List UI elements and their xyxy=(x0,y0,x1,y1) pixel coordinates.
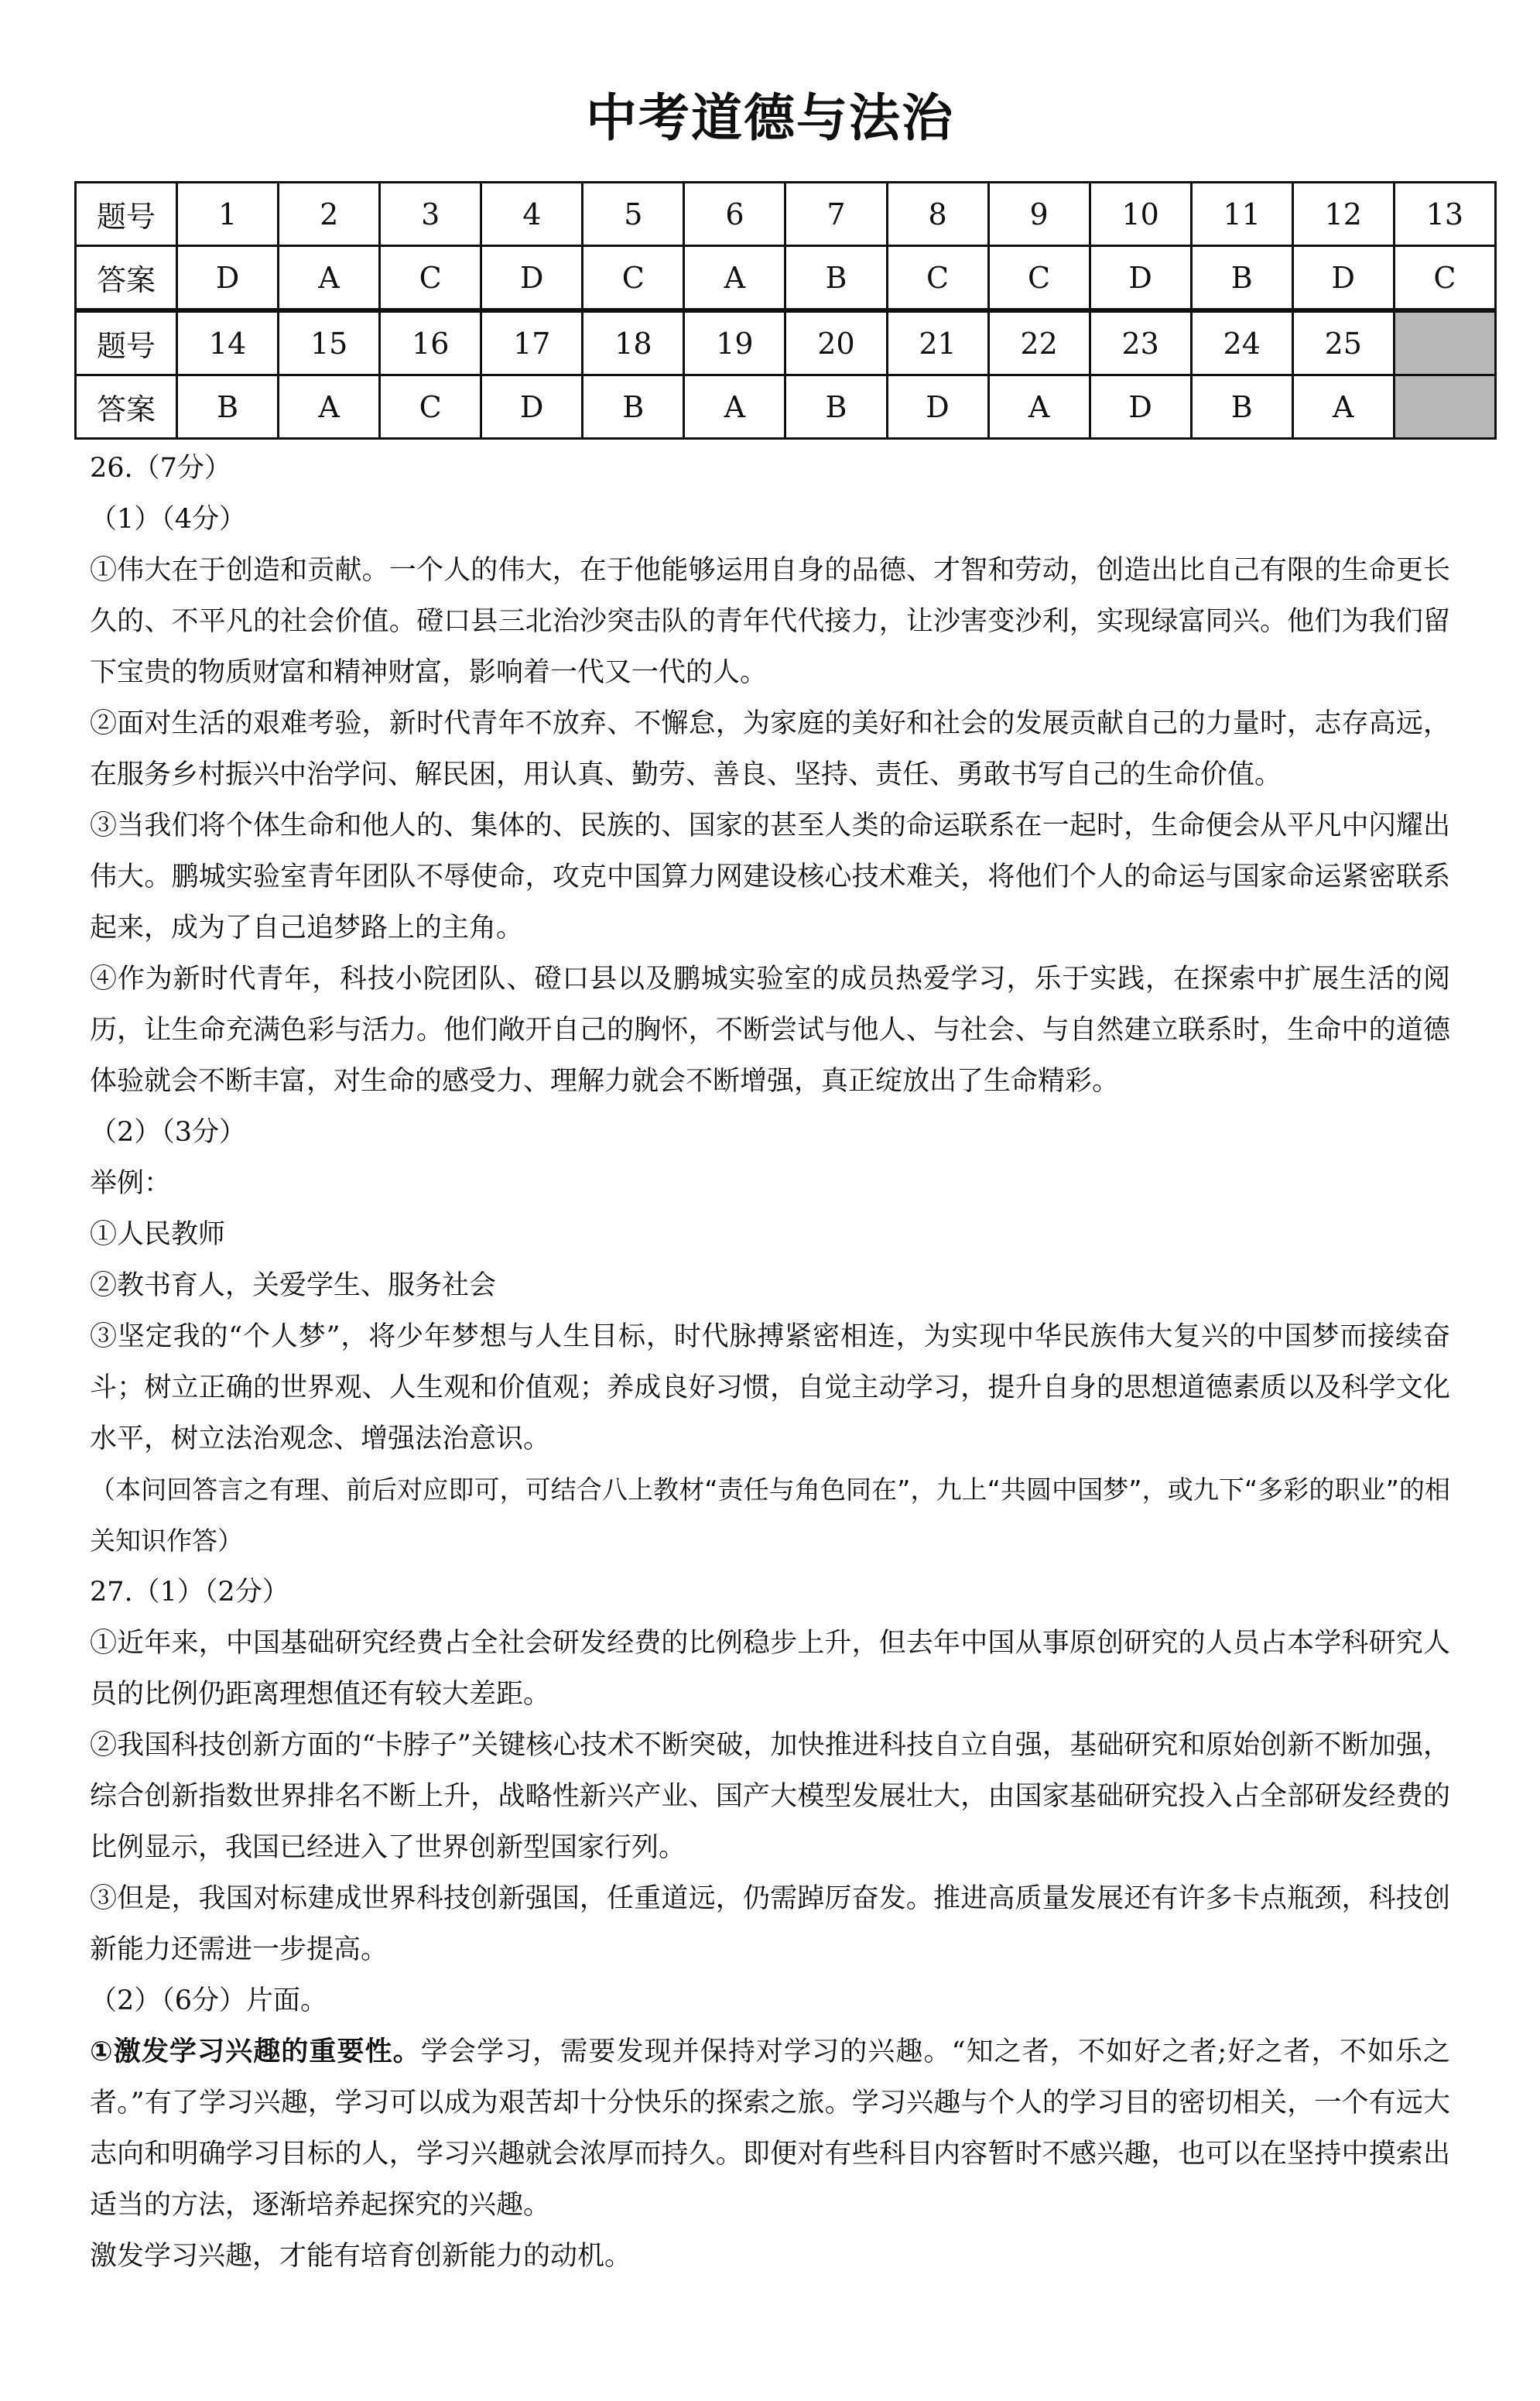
answer-cell: C xyxy=(988,246,1090,310)
answer-cell: D xyxy=(1292,246,1394,310)
answer-cell: A xyxy=(988,375,1090,439)
answer-cell: D xyxy=(1090,375,1191,439)
paragraph xyxy=(90,494,1450,545)
question-number-cell: 24 xyxy=(1191,312,1292,375)
question-number-cell: 5 xyxy=(583,183,684,246)
answer-cell: D xyxy=(177,246,279,310)
paragraph-text: ④作为新时代青年，科技小院团队、磴口县以及鹏城实验室的成员热爱学习，乐于实践，在探索中扩展生活的阅历，让生命充满色彩与活力。他们敞开自己的胸怀，不断尝试与他人、与社会、与自然建立联系时，生命中的道德体验就会不断丰富，对生命的感受力、理解力就会不断增强，真正绽放出了生命精彩。 xyxy=(90,964,1450,1097)
paragraph xyxy=(90,1209,1450,1260)
question-number-cell: 20 xyxy=(785,312,887,375)
paragraph xyxy=(90,1567,1450,1618)
paragraph xyxy=(90,1311,1450,1464)
paragraph xyxy=(90,1158,1450,1209)
question-number-cell: 8 xyxy=(887,183,988,246)
paragraph xyxy=(90,954,1450,1107)
answer-cell: D xyxy=(481,375,583,439)
answer-row xyxy=(76,375,1496,439)
paragraph-text: 举例： xyxy=(90,1168,172,1199)
paragraph xyxy=(90,800,1450,954)
question-number-cell: 3 xyxy=(380,183,481,246)
paragraph-text: 激发学习兴趣，才能有培育创新能力的动机。 xyxy=(90,2241,632,2272)
answer-cell: A xyxy=(684,246,785,310)
answer-cell: B xyxy=(583,375,684,439)
paragraph-text: 27.（1）（2分） xyxy=(90,1577,289,1608)
paragraph-text: ②教书育人，关爱学生、服务社会 xyxy=(90,1270,497,1301)
row-label: 答案 xyxy=(76,375,177,439)
question-number-cell: 14 xyxy=(177,312,279,375)
page-title: 中考道德与法治 xyxy=(586,88,954,148)
question-number-cell: 10 xyxy=(1090,183,1191,246)
answer-cell: C xyxy=(380,246,481,310)
answer-table-part-2 xyxy=(74,310,1497,440)
paragraph-text: ①伟大在于创造和贡献。一个人的伟大，在于他能够运用自身的品德、才智和劳动，创造出比自己有限的生命更长久的、不平凡的社会价值。磴口县三北治沙突击队的青年代代接力，让沙害变沙利，实现绿富同兴。他们为我们留下宝贵的物质财富和精神财富，影响着一代又一代的人。 xyxy=(90,555,1450,688)
question-number-cell: 15 xyxy=(279,312,380,375)
question-number-cell: 11 xyxy=(1191,183,1292,246)
answer-table-part-1 xyxy=(74,181,1497,310)
answer-cell: D xyxy=(481,246,583,310)
answer-cell: A xyxy=(1292,375,1394,439)
answer-row xyxy=(76,246,1496,310)
question-number-cell: 1 xyxy=(177,183,279,246)
paragraph-text: ③坚定我的“个人梦”，将少年梦想与人生目标，时代脉搏紧密相连，为实现中华民族伟大复兴的中国梦而接续奋斗；树立正确的世界观、人生观和价值观；养成良好习惯，自觉主动学习，提升自身的思想道德素质以及科学文化水平，树立法治观念、增强法治意识。 xyxy=(90,1321,1450,1454)
question-number-cell: 4 xyxy=(481,183,583,246)
answer-cell: B xyxy=(785,375,887,439)
paragraph xyxy=(90,545,1450,698)
paragraph xyxy=(90,1618,1450,1720)
question-number-cell: 12 xyxy=(1292,183,1394,246)
question-number-cell: 13 xyxy=(1394,183,1495,246)
paragraph xyxy=(90,1873,1450,1975)
answer-cell: C xyxy=(583,246,684,310)
answer-cell: D xyxy=(1090,246,1191,310)
answer-cell: A xyxy=(279,375,380,439)
paragraph xyxy=(90,698,1450,800)
paragraph-text: ①近年来，中国基础研究经费占全社会研发经费的比例稳步上升，但去年中国从事原创研究的人员占本学科研究人员的比例仍距离理想值还有较大差距。 xyxy=(90,1628,1450,1710)
paragraph-text: ①人民教师 xyxy=(90,1219,226,1250)
question-number-cell: 22 xyxy=(988,312,1090,375)
question-number-cell: 2 xyxy=(279,183,380,246)
answer-cell: D xyxy=(887,375,988,439)
paragraph-text: ②面对生活的艰难考验，新时代青年不放弃、不懈怠，为家庭的美好和社会的发展贡献自己的力量时，志存高远，在服务乡村振兴中治学问、解民困，用认真、勤劳、善良、坚持、责任、勇敢书写自己的生命价值。 xyxy=(90,708,1450,790)
paragraph-text: （2）（3分） xyxy=(90,1117,247,1148)
answer-explanations xyxy=(90,443,1450,2282)
paragraph xyxy=(90,1975,1450,2026)
paragraph xyxy=(90,443,1450,494)
question-number-row xyxy=(76,312,1496,375)
answer-cell: A xyxy=(684,375,785,439)
paragraph-text: （2）（6分）片面。 xyxy=(90,1985,328,2016)
paragraph-text: （本问回答言之有理、前后对应即可，可结合八上教材“责任与角色同在”，九上“共圆中国梦”，或九下“多彩的职业”的相关知识作答） xyxy=(90,1475,1450,1556)
question-number-cell: 18 xyxy=(583,312,684,375)
question-number-cell: 16 xyxy=(380,312,481,375)
paragraph xyxy=(90,1260,1450,1311)
row-label: 题号 xyxy=(76,183,177,246)
paragraph-text: 学会学习，需要发现并保持对学习的兴趣。“知之者，不如好之者;好之者，不如乐之者。”有了学习兴趣，学习可以成为艰苦却十分快乐的探索之旅。学习兴趣与个人的学习目的密切相关，一个有远大志向和明确学习目标的人，学习兴趣就会浓厚而持久。即便对有些科目内容暂时不感兴趣，也可以在坚持中摸索出适当的方法，逐渐培养起探究的兴趣。 xyxy=(90,2036,1450,2221)
question-number-cell: 6 xyxy=(684,183,785,246)
question-number-row xyxy=(76,183,1496,246)
answer-cell: C xyxy=(1394,246,1495,310)
question-number-cell: 21 xyxy=(887,312,988,375)
paragraph-text: ②我国科技创新方面的“卡脖子”关键核心技术不断突破，加快推进科技自立自强，基础研究和原始创新不断加强，综合创新指数世界排名不断上升，战略性新兴产业、国产大模型发展壮大，由国家基础研究投入占全部研发经费的比例显示，我国已经进入了世界创新型国家行列。 xyxy=(90,1730,1450,1863)
answer-cell: B xyxy=(1191,246,1292,310)
answer-cell: A xyxy=(279,246,380,310)
paragraph-text: 26.（7分） xyxy=(90,453,231,484)
paragraph xyxy=(90,1107,1450,1158)
question-number-cell: 25 xyxy=(1292,312,1394,375)
question-number-cell: 17 xyxy=(481,312,583,375)
question-number-cell: 19 xyxy=(684,312,785,375)
row-label: 答案 xyxy=(76,246,177,310)
answer-cell: B xyxy=(785,246,887,310)
empty-cell xyxy=(1394,312,1495,375)
paragraph-text: （1）（4分） xyxy=(90,504,247,535)
question-number-cell: 9 xyxy=(988,183,1090,246)
answer-cell: B xyxy=(177,375,279,439)
answer-cell: C xyxy=(887,246,988,310)
paragraph-text: ③但是，我国对标建成世界科技创新强国，任重道远，仍需踔厉奋发。推进高质量发展还有许多卡点瓶颈，科技创新能力还需进一步提高。 xyxy=(90,1883,1450,1965)
paragraph-text: ③当我们将个体生命和他人的、集体的、民族的、国家的甚至人类的命运联系在一起时，生命便会从平凡中闪耀出伟大。鹏城实验室青年团队不辱使命，攻克中国算力网建设核心技术难关，将他们个人的命运与国家命运紧密联系起来，成为了自己追梦路上的主角。 xyxy=(90,810,1450,944)
paragraph xyxy=(90,2231,1450,2282)
paragraph xyxy=(90,1720,1450,1873)
answer-cell: C xyxy=(380,375,481,439)
paragraph xyxy=(90,1464,1450,1567)
paragraph xyxy=(90,2026,1450,2231)
empty-cell xyxy=(1394,375,1495,439)
row-label: 题号 xyxy=(76,312,177,375)
question-number-cell: 7 xyxy=(785,183,887,246)
answer-cell: B xyxy=(1191,375,1292,439)
bold-lead: ①激发学习兴趣的重要性。 xyxy=(90,2036,421,2067)
question-number-cell: 23 xyxy=(1090,312,1191,375)
